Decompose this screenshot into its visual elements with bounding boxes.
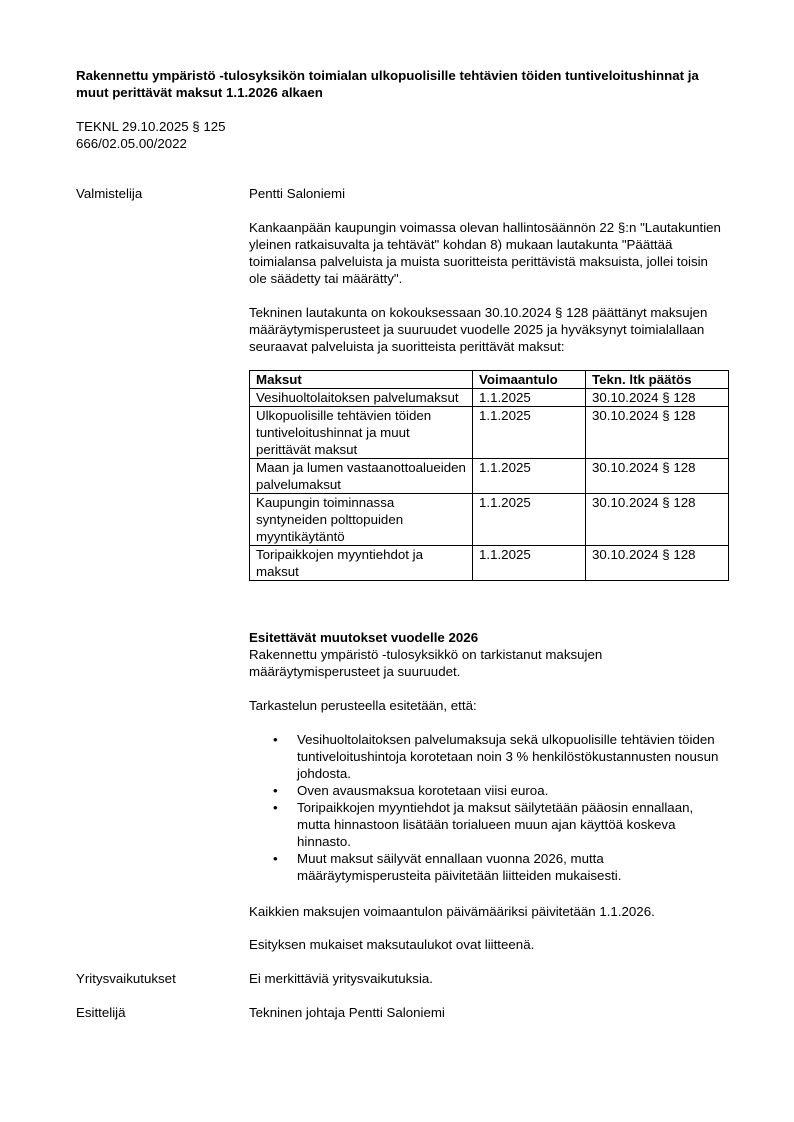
cell-fee: Ulkopuolisille tehtävien töiden tuntiveloitushinnat ja muut perittävät maksut [250, 407, 473, 459]
cell-decision: 30.10.2024 § 128 [586, 459, 729, 494]
bullet-icon: • [273, 783, 278, 798]
changes-lead: Tarkastelun perusteella esitetään, että: [249, 698, 477, 713]
list-item [249, 731, 729, 782]
list-item-text: Oven avausmaksua korotetaan viisi euroa. [297, 783, 549, 798]
list-item-text: Toripaikkojen myyntiehdot ja maksut säilytetään pääosin ennallaan, mutta hinnastoon lisätään torialueen muun ajan käyttöä koskeva hinnasto. [297, 800, 694, 849]
preparer-name: Pentti Saloniemi [249, 186, 346, 201]
cell-decision: 30.10.2024 § 128 [586, 546, 729, 581]
business-impact-text: Ei merkittäviä yritysvaikutuksia. [249, 971, 433, 986]
cell-effective: 1.1.2025 [473, 459, 586, 494]
list-item [249, 850, 729, 884]
fees-table [249, 370, 729, 581]
presenter-text: Tekninen johtaja Pentti Saloniemi [249, 1005, 445, 1020]
changes-list [249, 731, 729, 884]
cell-effective: 1.1.2025 [473, 407, 586, 459]
cell-fee: Toripaikkojen myyntiehdot ja maksut [250, 546, 473, 581]
cell-fee: Maan ja lumen vastaanottoalueiden palvelumaksut [250, 459, 473, 494]
cell-effective: 1.1.2025 [473, 546, 586, 581]
cell-effective: 1.1.2025 [473, 494, 586, 546]
preparer-label: Valmistelija [76, 186, 143, 201]
paragraph-previous-decision: Tekninen lautakunta on kokouksessaan 30.10.2024 § 128 päättänyt maksujen määräytymisperusteet ja suuruudet vuodelle 2025 ja hyväksynyt toimialallaan seuraavat palveluista ja suoritteista perittävät maksut: [249, 305, 708, 354]
cell-decision: 30.10.2024 § 128 [586, 407, 729, 459]
table-row [250, 407, 729, 459]
list-item [249, 782, 729, 799]
table-row [250, 494, 729, 546]
cell-fee: Kaupungin toiminnassa syntyneiden polttopuiden myyntikäytäntö [250, 494, 473, 546]
attachments-text: Esityksen mukaiset maksutaulukot ovat liitteenä. [249, 937, 535, 952]
table-row [250, 389, 729, 407]
effective-date-text: Kaikkien maksujen voimaantulon päivämääriksi päivitetään 1.1.2026. [249, 904, 655, 919]
record-id: 666/02.05.00/2022 [76, 136, 187, 151]
cell-decision: 30.10.2024 § 128 [586, 494, 729, 546]
bullet-icon: • [273, 800, 278, 815]
bullet-icon: • [273, 851, 278, 866]
list-item-text: Vesihuoltolaitoksen palvelumaksuja sekä ulkopuolisille tehtävien töiden tuntiveloitushintoja korotetaan noin 3 % henkilöstökustannusten nousun johdosta. [297, 732, 719, 781]
document-title: Rakennettu ympäristö -tulosyksikön toimialan ulkopuolisille tehtävien töiden tuntiveloitushinnat ja muut perittävät maksut 1.1.2026 alkaen [76, 68, 699, 100]
header-decision: Tekn. ltk päätös [586, 371, 729, 389]
changes-intro: Rakennettu ympäristö -tulosyksikkö on tarkistanut maksujen määräytymisperusteet ja suuruudet. [249, 647, 603, 679]
header-effective: Voimaantulo [473, 371, 586, 389]
table-header-row [250, 371, 729, 389]
cell-decision: 30.10.2024 § 128 [586, 389, 729, 407]
list-item-text: Muut maksut säilyvät ennallaan vuonna 2026, mutta määräytymisperusteita päivitetään liitteiden mukaisesti. [297, 851, 622, 883]
business-impact-label: Yritysvaikutukset [76, 971, 176, 986]
list-item [249, 799, 729, 850]
header-fees: Maksut [250, 371, 473, 389]
paragraph-regulation: Kankaanpään kaupungin voimassa olevan hallintosäännön 22 §:n "Lautakuntien yleinen ratkaisuvalta ja tehtävät" kohdan 8) mukaan lautakunta "Päättää toimialansa palveluista ja muista suoritteista perittävistä maksuista, jollei toisin ole säädetty tai määrätty". [249, 220, 721, 286]
meeting-reference: TEKNL 29.10.2025 § 125 [76, 119, 226, 134]
table-row [250, 459, 729, 494]
cell-effective: 1.1.2025 [473, 389, 586, 407]
changes-section [249, 629, 729, 884]
reference-block [76, 118, 226, 152]
changes-heading: Esitettävät muutokset vuodelle 2026 [249, 630, 479, 645]
presenter-label: Esittelijä [76, 1005, 126, 1020]
bullet-icon: • [273, 732, 278, 747]
table-row [250, 546, 729, 581]
cell-fee: Vesihuoltolaitoksen palvelumaksut [250, 389, 473, 407]
fees-table-wrapper [249, 370, 729, 581]
